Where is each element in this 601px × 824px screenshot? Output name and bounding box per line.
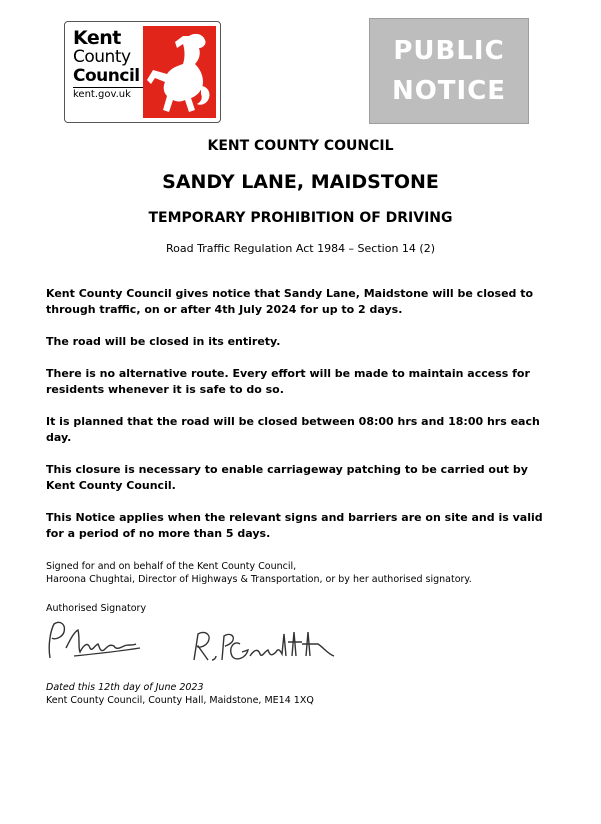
- date-line: Dated this 12th day of June 2023: [46, 682, 204, 693]
- handwritten-signature-2: [188, 626, 338, 666]
- logo-line-county: County: [73, 47, 131, 67]
- authorised-signatory-label: Authorised Signatory: [46, 603, 147, 614]
- order-title: TEMPORARY PROHIBITION OF DRIVING: [148, 210, 453, 226]
- road-title: SANDY LANE, MAIDSTONE: [162, 171, 439, 193]
- legislation-reference: Road Traffic Regulation Act 1984 – Section 14 (2): [166, 242, 435, 255]
- public-notice-line2: NOTICE: [391, 76, 507, 106]
- handwritten-signature-1: [44, 618, 144, 664]
- council-heading: KENT COUNTY COUNCIL: [207, 138, 394, 154]
- public-notice-line1: PUBLIC: [393, 36, 505, 66]
- paragraph-validity: This Notice applies when the relevant signs and barriers are on site and is valid for a period of no more than 5 days.: [46, 511, 543, 540]
- logo-line-kent: Kent: [73, 27, 121, 49]
- paragraph-reason: This closure is necessary to enable carriageway patching to be carried out by Kent County Council.: [46, 463, 528, 492]
- logo-url: kent.gov.uk: [73, 89, 131, 100]
- public-notice-stamp: [369, 18, 529, 124]
- paragraph-extent: The road will be closed in its entirety.: [46, 335, 281, 348]
- logo-line-council: Council: [73, 67, 143, 88]
- logo-wordmark: [73, 28, 143, 102]
- paragraph-times: It is planned that the road will be closed between 08:00 hrs and 18:00 hrs each day.: [46, 415, 540, 444]
- logo-red-panel: [143, 26, 216, 118]
- paragraph-route: There is no alternative route. Every effort will be made to maintain access for residents whenever it is safe to do so.: [46, 367, 530, 396]
- signed-line-2: Haroona Chughtai, Director of Highways & Transportation, or by her authorised signatory.: [46, 574, 472, 585]
- white-horse-icon: [143, 26, 216, 118]
- dated-block: [46, 681, 566, 707]
- kent-county-council-logo: [64, 21, 221, 123]
- address-line: Kent County Council, County Hall, Maidstone, ME14 1XQ: [46, 695, 314, 706]
- signed-statement: [46, 560, 566, 586]
- signed-line-1: Signed for and on behalf of the Kent County Council,: [46, 561, 297, 572]
- paragraph-closure: Kent County Council gives notice that Sandy Lane, Maidstone will be closed to through traffic, on or after 4th July 2024 for up to 2 days.: [46, 287, 534, 316]
- notice-body: [46, 286, 558, 558]
